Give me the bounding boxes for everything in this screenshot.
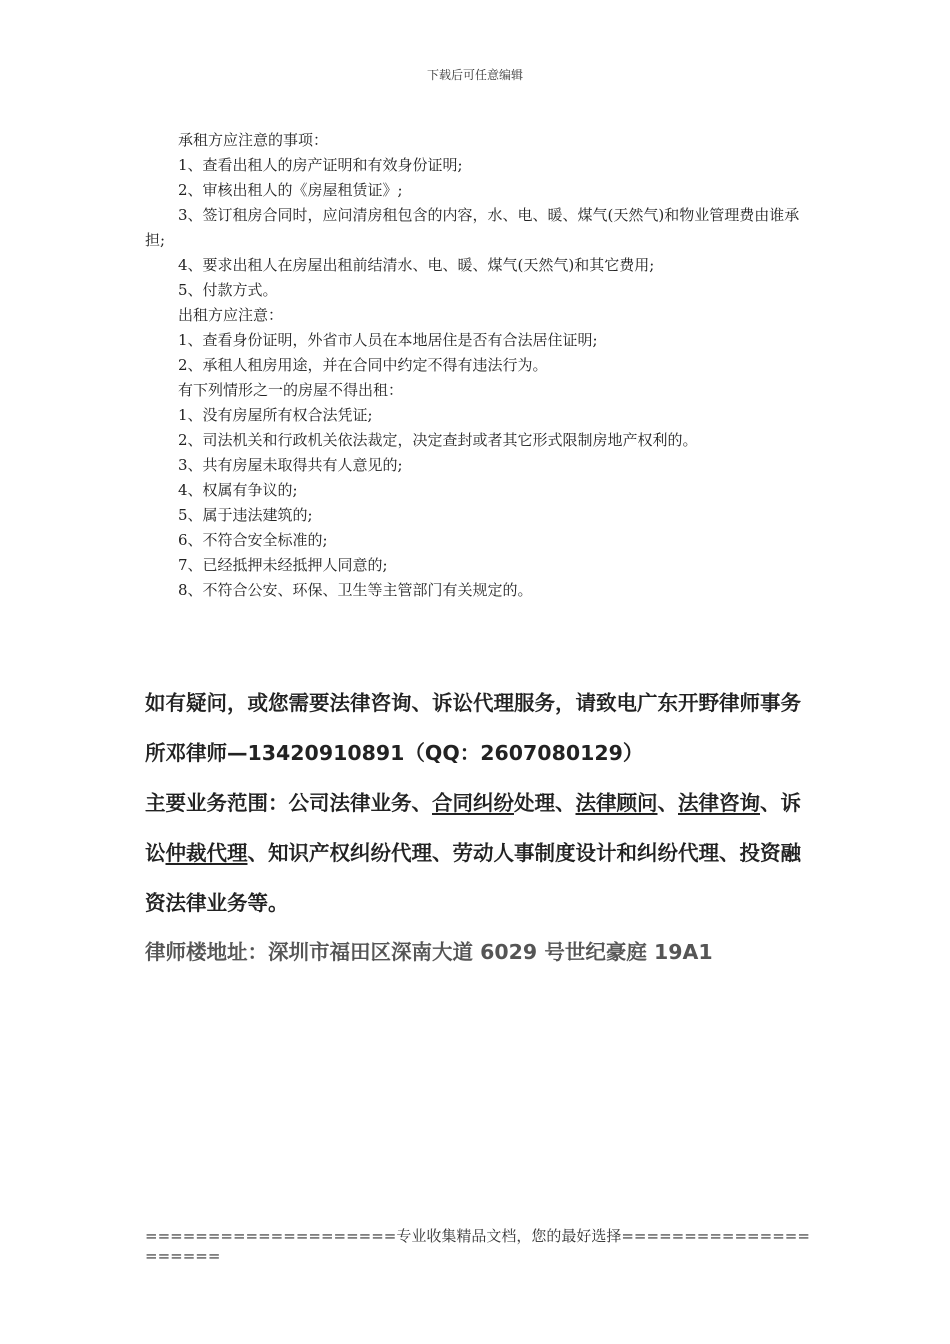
office-address: 律师楼地址：深圳市福田区深南大道 6029 号世纪豪庭 19A1	[145, 940, 713, 964]
list-item: 3、共有房屋未取得共有人意见的;	[178, 456, 403, 474]
list-item: 2、承租人租房用途，并在合同中约定不得有违法行为。	[178, 356, 548, 374]
list-item: 1、查看出租人的房产证明和有效身份证明;	[178, 156, 463, 174]
document-body	[145, 128, 810, 603]
business-scope	[145, 778, 810, 928]
list-item: 4、权属有争议的;	[178, 481, 298, 499]
list-item: 5、付款方式。	[178, 281, 278, 299]
list-item: 1、没有房屋所有权合法凭证;	[178, 406, 373, 424]
section-heading-landlord: 出租方应注意：	[178, 306, 284, 324]
list-item: 4、要求出租人在房屋出租前结清水、电、暖、煤气(天然气)和其它费用;	[178, 256, 655, 274]
list-item: 3、签订租房合同时，应问清房租包含的内容，水、电、暖、煤气(天然气)和物业管理费由谁承担;	[145, 206, 800, 249]
list-item: 6、不符合安全标准的;	[178, 531, 328, 549]
legal-consultation-link[interactable]: 法律咨询	[678, 791, 760, 815]
contact-intro: 如有疑问，或您需要法律咨询、诉讼代理服务，请致电广东开野律师事务所邓律师—13420910891（QQ：2607080129）	[145, 691, 801, 765]
scope-text: 、	[657, 791, 678, 815]
list-item: 2、司法机关和行政机关依法裁定，决定查封或者其它形式限制房地产权利的。	[178, 431, 698, 449]
footer-note: ====================专业收集精品文档，您的最好选择=====================	[145, 1227, 810, 1265]
contract-dispute-link[interactable]: 合同纠纷	[432, 791, 514, 815]
list-item: 1、查看身份证明，外省市人员在本地居住是否有合法居住证明;	[178, 331, 598, 349]
section-heading-prohibited: 有下列情形之一的房屋不得出租：	[178, 381, 404, 399]
header-note: 下载后可任意编辑	[426, 68, 523, 82]
scope-text: 、诉讼	[145, 791, 801, 865]
scope-text: 处理、	[514, 791, 576, 815]
list-item: 8、不符合公安、环保、卫生等主管部门有关规定的。	[178, 581, 533, 599]
arbitration-agency-link[interactable]: 仲裁代理	[165, 841, 248, 865]
legal-counsel-link[interactable]: 法律顾问	[575, 791, 658, 815]
contact-block	[145, 678, 810, 976]
scope-prefix: 主要业务范围：公司法律业务、	[145, 791, 432, 815]
section-heading-tenant: 承租方应注意的事项：	[178, 131, 329, 149]
scope-suffix: 、知识产权纠纷代理、劳动人事制度设计和纠纷代理、投资融资法律业务等。	[145, 841, 801, 915]
list-item: 2、审核出租人的《房屋租赁证》;	[178, 181, 403, 199]
list-item: 7、已经抵押未经抵押人同意的;	[178, 556, 388, 574]
list-item: 5、属于违法建筑的;	[178, 506, 313, 524]
